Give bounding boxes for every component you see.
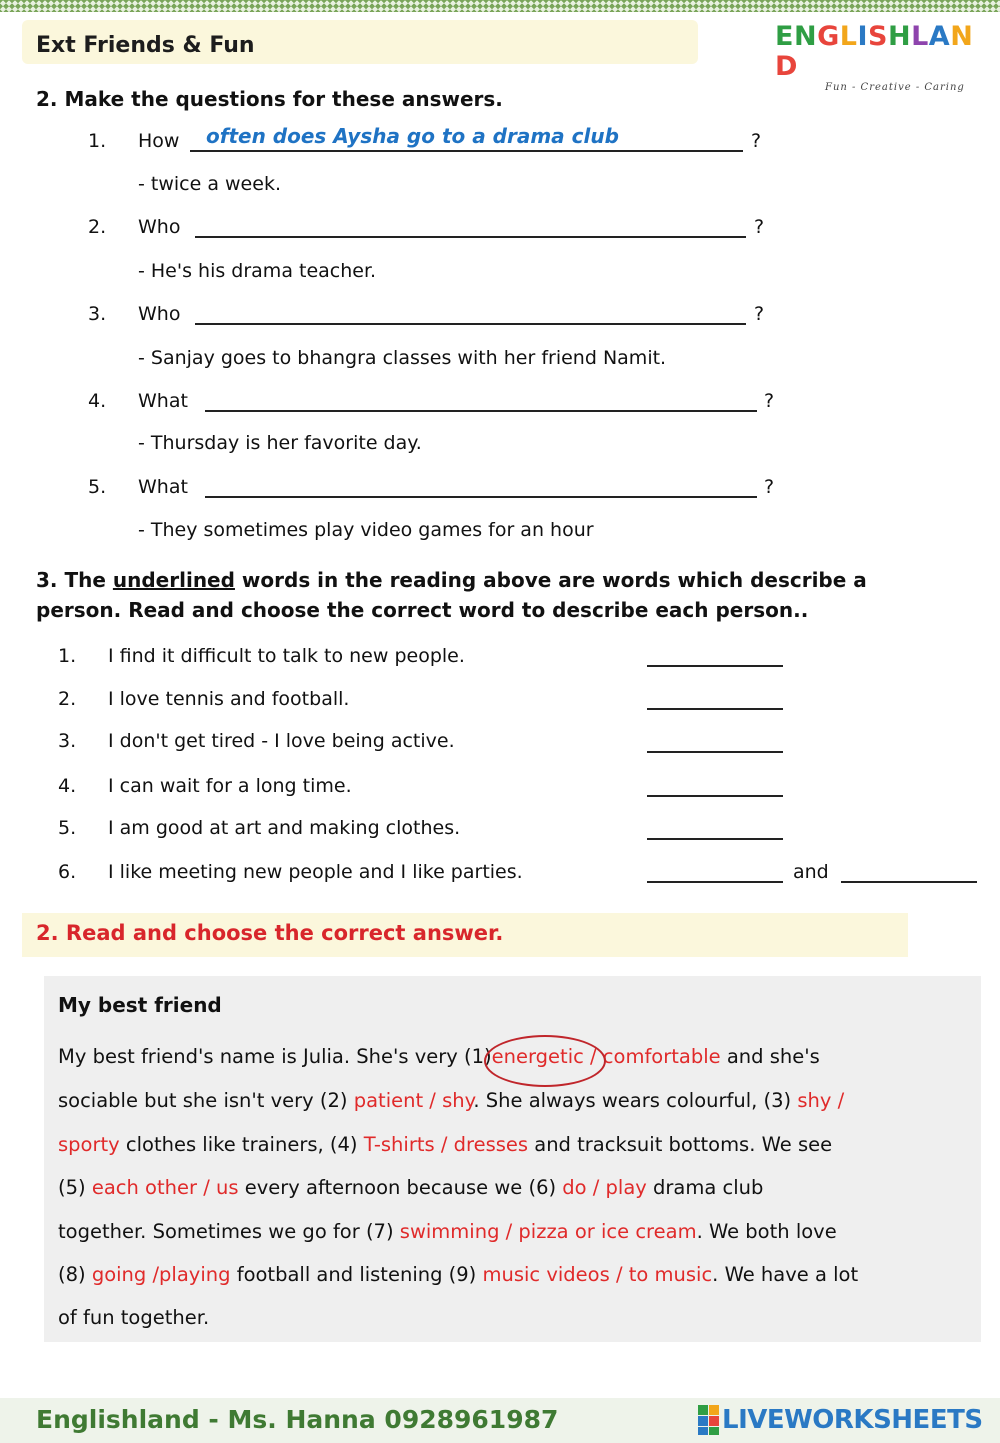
word-input-4[interactable] bbox=[647, 795, 783, 797]
passage-text: sociable but she isn't very (2) bbox=[58, 1089, 354, 1112]
passage-text: . We both love bbox=[696, 1220, 837, 1243]
passage-text: and tracksuit bottoms. We see bbox=[528, 1133, 833, 1156]
and-label: and bbox=[793, 861, 829, 883]
heading-part: words in the reading above are words which describe a person. Read and choose the correct word to describe each person.. bbox=[36, 568, 867, 622]
answer-option[interactable]: sporty bbox=[58, 1133, 120, 1156]
passage-text: clothes like trainers, (4) bbox=[119, 1133, 364, 1156]
word-input-1[interactable] bbox=[647, 665, 783, 667]
heading-part: 3. The bbox=[36, 568, 113, 592]
answer-option[interactable]: swimming / pizza or ice cream bbox=[399, 1220, 697, 1243]
item-number: 1. bbox=[58, 645, 77, 667]
answer-option[interactable]: do / play bbox=[562, 1176, 647, 1199]
liveworksheets-logo bbox=[698, 1405, 983, 1435]
decorative-top-border bbox=[0, 0, 1000, 12]
reading-title: My best friend bbox=[58, 993, 222, 1017]
logo-wordmark bbox=[775, 22, 985, 82]
passage-text: (5) bbox=[58, 1176, 92, 1199]
logo-letter: G bbox=[817, 21, 840, 52]
passage-text: (8) bbox=[58, 1263, 92, 1286]
question-mark: ? bbox=[764, 390, 775, 412]
logo-letter: D bbox=[775, 51, 798, 82]
item-number: 5. bbox=[58, 817, 77, 839]
item-text: I don't get tired - I love being active. bbox=[108, 730, 455, 752]
reading-line bbox=[58, 1220, 837, 1243]
reading-passage-box bbox=[44, 976, 981, 1342]
passage-text: together. Sometimes we go for (7) bbox=[58, 1220, 400, 1243]
question-number: 1. bbox=[88, 130, 107, 152]
passage-text: . We have a lot bbox=[712, 1263, 859, 1286]
selected-option[interactable] bbox=[492, 1045, 584, 1068]
item-number: 4. bbox=[58, 775, 77, 797]
word-input-6b[interactable] bbox=[841, 881, 977, 883]
word-input-2[interactable] bbox=[647, 708, 783, 710]
item-text: I find it difficult to talk to new people. bbox=[108, 645, 465, 667]
answer-input-4[interactable] bbox=[205, 410, 757, 412]
heading-underlined-word: underlined bbox=[112, 568, 235, 592]
passage-text: drama club bbox=[646, 1176, 764, 1199]
section-2-heading: 2. Make the questions for these answers. bbox=[36, 87, 503, 111]
item-number: 3. bbox=[58, 730, 77, 752]
question-word: How bbox=[138, 130, 180, 152]
item-number: 6. bbox=[58, 861, 77, 883]
passage-text: football and listening (9) bbox=[230, 1263, 483, 1286]
reading-line bbox=[58, 1133, 832, 1156]
word-input-5[interactable] bbox=[647, 838, 783, 840]
englishland-logo bbox=[775, 22, 985, 93]
logo-tagline: Fun - Creative - Caring bbox=[825, 82, 965, 93]
reading-line bbox=[58, 1045, 820, 1068]
question-number: 5. bbox=[88, 476, 107, 498]
typed-answer-1[interactable]: often does Aysha go to a drama club bbox=[206, 124, 619, 148]
question-word: Who bbox=[138, 216, 181, 238]
question-word: What bbox=[138, 476, 188, 498]
logo-letter: I bbox=[857, 21, 868, 52]
answer-option[interactable]: energetic bbox=[491, 1045, 584, 1068]
question-number: 2. bbox=[88, 216, 107, 238]
item-number: 2. bbox=[58, 688, 77, 710]
answer-option[interactable]: music videos / to music bbox=[482, 1263, 713, 1286]
logo-letter: L bbox=[839, 21, 858, 52]
answer-option[interactable]: / comfortable bbox=[583, 1045, 721, 1068]
question-mark: ? bbox=[754, 303, 765, 325]
passage-text: and she's bbox=[720, 1045, 820, 1068]
answer-input-5[interactable] bbox=[205, 496, 757, 498]
section-3-heading bbox=[36, 565, 936, 625]
liveworksheets-icon bbox=[698, 1405, 719, 1435]
logo-letter: L bbox=[911, 21, 929, 52]
question-number: 4. bbox=[88, 390, 107, 412]
item-text: I like meeting new people and I like parties. bbox=[108, 861, 523, 883]
given-answer: - twice a week. bbox=[138, 173, 281, 195]
question-mark: ? bbox=[751, 130, 762, 152]
item-text: I am good at art and making clothes. bbox=[108, 817, 461, 839]
answer-input-1[interactable] bbox=[190, 150, 743, 152]
answer-option[interactable]: patient / shy bbox=[353, 1089, 474, 1112]
liveworksheets-wordmark: LIVEWORKSHEETS bbox=[722, 1405, 983, 1435]
question-word: Who bbox=[138, 303, 181, 325]
answer-option[interactable]: T-shirts / dresses bbox=[363, 1133, 529, 1156]
passage-text: My best friend's name is Julia. She's very (1) bbox=[58, 1045, 492, 1068]
answer-option[interactable]: going /playing bbox=[91, 1263, 231, 1286]
logo-letter: N bbox=[950, 21, 974, 52]
given-answer: - He's his drama teacher. bbox=[138, 260, 377, 282]
item-text: I love tennis and football. bbox=[108, 688, 350, 710]
logo-letter: N bbox=[793, 21, 818, 52]
reading-line bbox=[58, 1263, 858, 1286]
reading-line bbox=[58, 1176, 763, 1199]
answer-option[interactable]: each other / us bbox=[91, 1176, 239, 1199]
worksheet-title: Ext Friends & Fun bbox=[36, 33, 255, 58]
logo-letter: E bbox=[775, 21, 794, 52]
word-input-3[interactable] bbox=[647, 751, 783, 753]
question-mark: ? bbox=[754, 216, 765, 238]
reading-line bbox=[58, 1089, 844, 1112]
logo-letter: S bbox=[868, 21, 888, 52]
item-text: I can wait for a long time. bbox=[108, 775, 352, 797]
footer-credit: Englishland - Ms. Hanna 0928961987 bbox=[36, 1405, 559, 1434]
answer-input-3[interactable] bbox=[195, 323, 746, 325]
question-mark: ? bbox=[764, 476, 775, 498]
word-input-6a[interactable] bbox=[647, 881, 783, 883]
answer-option[interactable]: shy / bbox=[797, 1089, 845, 1112]
selection-circle bbox=[484, 1035, 606, 1087]
passage-text: . She always wears colourful, (3) bbox=[473, 1089, 798, 1112]
given-answer: - Thursday is her favorite day. bbox=[138, 432, 422, 454]
given-answer: - Sanjay goes to bhangra classes with her friend Namit. bbox=[138, 347, 667, 369]
passage-text: every afternoon because we (6) bbox=[238, 1176, 563, 1199]
question-number: 3. bbox=[88, 303, 107, 325]
logo-letter: H bbox=[887, 21, 912, 52]
reading-line bbox=[58, 1306, 209, 1329]
answer-input-2[interactable] bbox=[195, 236, 746, 238]
given-answer: - They sometimes play video games for an hour bbox=[138, 519, 594, 541]
question-word: What bbox=[138, 390, 188, 412]
logo-letter: A bbox=[928, 21, 951, 52]
reading-heading: 2. Read and choose the correct answer. bbox=[36, 921, 504, 945]
passage-text: of fun together. bbox=[58, 1306, 210, 1329]
